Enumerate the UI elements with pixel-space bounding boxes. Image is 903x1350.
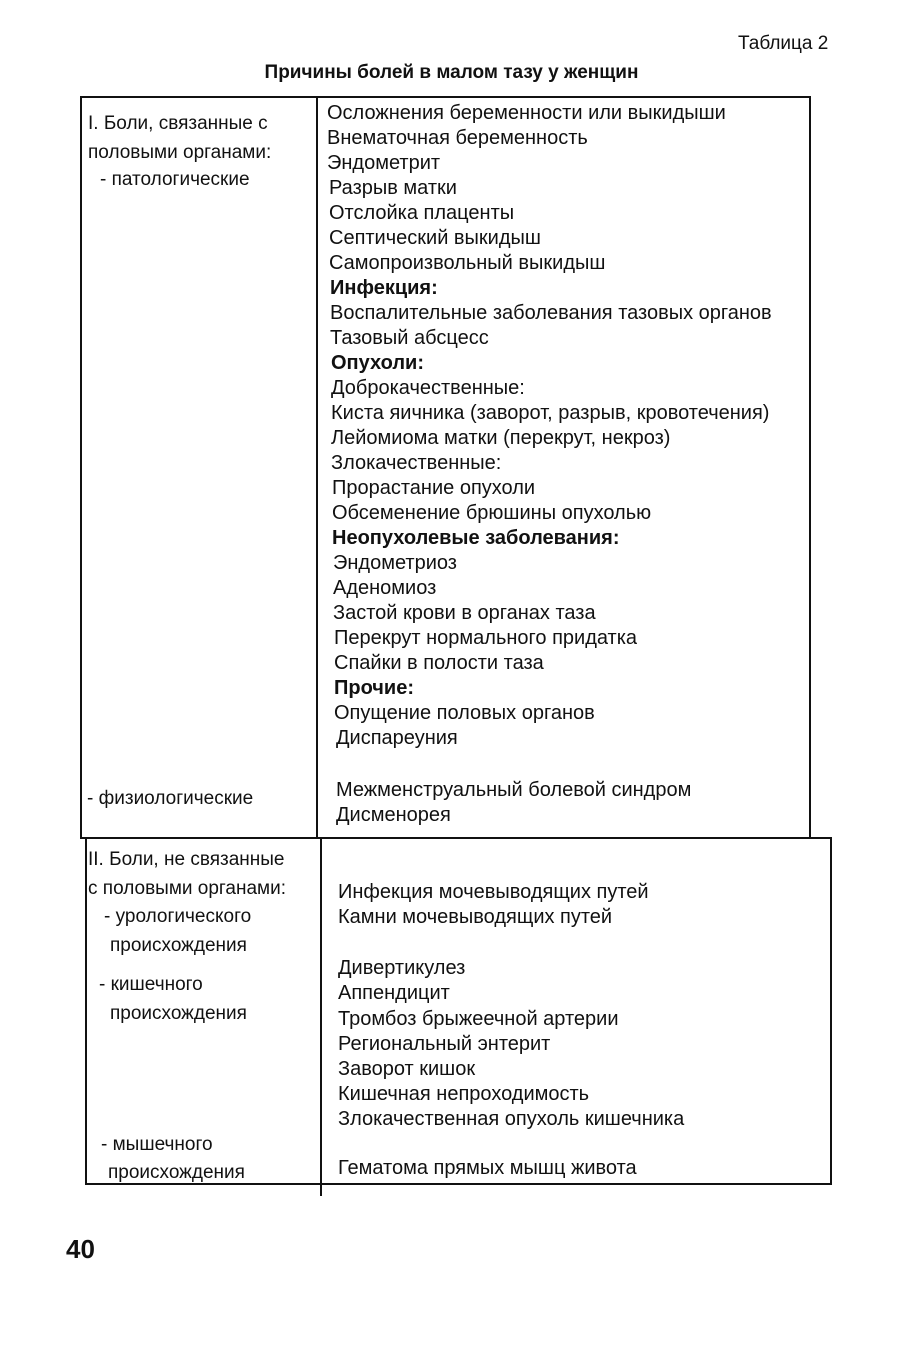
table-border-left-lower <box>85 838 87 1184</box>
list-item: Лейомиома матки (перекрут, некроз) <box>331 427 671 449</box>
list-item: Перекрут нормального придатка <box>334 627 638 649</box>
list-item: Кишечная непроходимость <box>338 1083 590 1105</box>
list-item: Диспареуния <box>336 727 458 749</box>
category-heading: Прочие: <box>334 677 414 699</box>
list-item: Спайки в полости таза <box>334 652 544 674</box>
list-item: Воспалительные заболевания тазовых органов <box>330 302 772 324</box>
list-item: Тромбоз брыжеечной артерии <box>338 1008 619 1030</box>
section2-label-heading: II. Боли, не связанные <box>88 849 285 870</box>
category-heading: Опухоли: <box>331 352 425 374</box>
table-border-left <box>80 96 82 838</box>
list-item: Киста яичника (заворот, разрыв, кровотечения) <box>331 402 770 424</box>
list-item: Злокачественные: <box>331 452 502 474</box>
table-border-right <box>809 96 811 838</box>
section2-label-intestinal-cont: происхождения <box>110 1003 247 1024</box>
category-heading: Инфекция: <box>330 277 438 299</box>
table-border-top <box>80 96 811 98</box>
category-heading: Неопухолевые заболевания: <box>332 527 620 549</box>
table-column-divider-lower <box>320 838 322 1196</box>
section2-label-urological: - урологического <box>104 906 252 927</box>
list-item: Злокачественная опухоль кишечника <box>338 1108 685 1130</box>
list-item: Региональный энтерит <box>338 1033 551 1055</box>
section2-label-muscular-cont: происхождения <box>108 1162 245 1183</box>
list-item: Инфекция мочевыводящих путей <box>338 881 649 903</box>
section1-label-heading: I. Боли, связанные с <box>88 113 268 134</box>
table-row-divider <box>80 837 832 839</box>
page-number: 40 <box>66 1234 95 1264</box>
list-item: Эндометрит <box>327 152 441 174</box>
list-item: Опущение половых органов <box>334 702 595 724</box>
page-title: Причины болей в малом тазу у женщин <box>264 62 639 83</box>
list-item: Аппендицит <box>338 982 450 1004</box>
list-item: Аденомиоз <box>333 577 437 599</box>
list-item: Гематома прямых мышц живота <box>338 1157 637 1179</box>
section1-label-heading-cont: половыми органами: <box>88 142 272 163</box>
section1-label-physiological: - физиологические <box>87 788 254 809</box>
list-item: Самопроизвольный выкидыш <box>329 252 606 274</box>
table-border-bottom <box>85 1183 832 1185</box>
list-item: Септический выкидыш <box>329 227 541 249</box>
table-label: Таблица 2 <box>738 33 829 54</box>
list-item: Доброкачественные: <box>331 377 525 399</box>
section1-label-pathological: - патологические <box>100 169 250 190</box>
section2-label-urological-cont: происхождения <box>110 935 247 956</box>
list-item: Осложнения беременности или выкидыши <box>327 102 726 124</box>
list-item: Заворот кишок <box>338 1058 476 1080</box>
list-item: Внематочная беременность <box>327 127 588 149</box>
section2-label-heading-cont: с половыми органами: <box>88 878 287 899</box>
table-column-divider <box>316 96 318 838</box>
list-item: Разрыв матки <box>329 177 457 199</box>
list-item: Дивертикулез <box>338 957 466 979</box>
list-item: Тазовый абсцесс <box>330 327 489 349</box>
section2-label-muscular: - мышечного <box>101 1134 213 1155</box>
list-item: Эндометриоз <box>333 552 457 574</box>
list-item: Застой крови в органах таза <box>333 602 596 624</box>
list-item: Камни мочевыводящих путей <box>338 906 613 928</box>
section2-label-intestinal: - кишечного <box>99 974 203 995</box>
table-border-right-lower <box>830 838 832 1184</box>
list-item: Прорастание опухоли <box>332 477 536 499</box>
list-item: Отслойка плаценты <box>329 202 515 224</box>
list-item: Дисменорея <box>336 804 451 826</box>
list-item: Обсеменение брюшины опухолью <box>332 502 652 524</box>
list-item: Межменструальный болевой синдром <box>336 779 692 801</box>
